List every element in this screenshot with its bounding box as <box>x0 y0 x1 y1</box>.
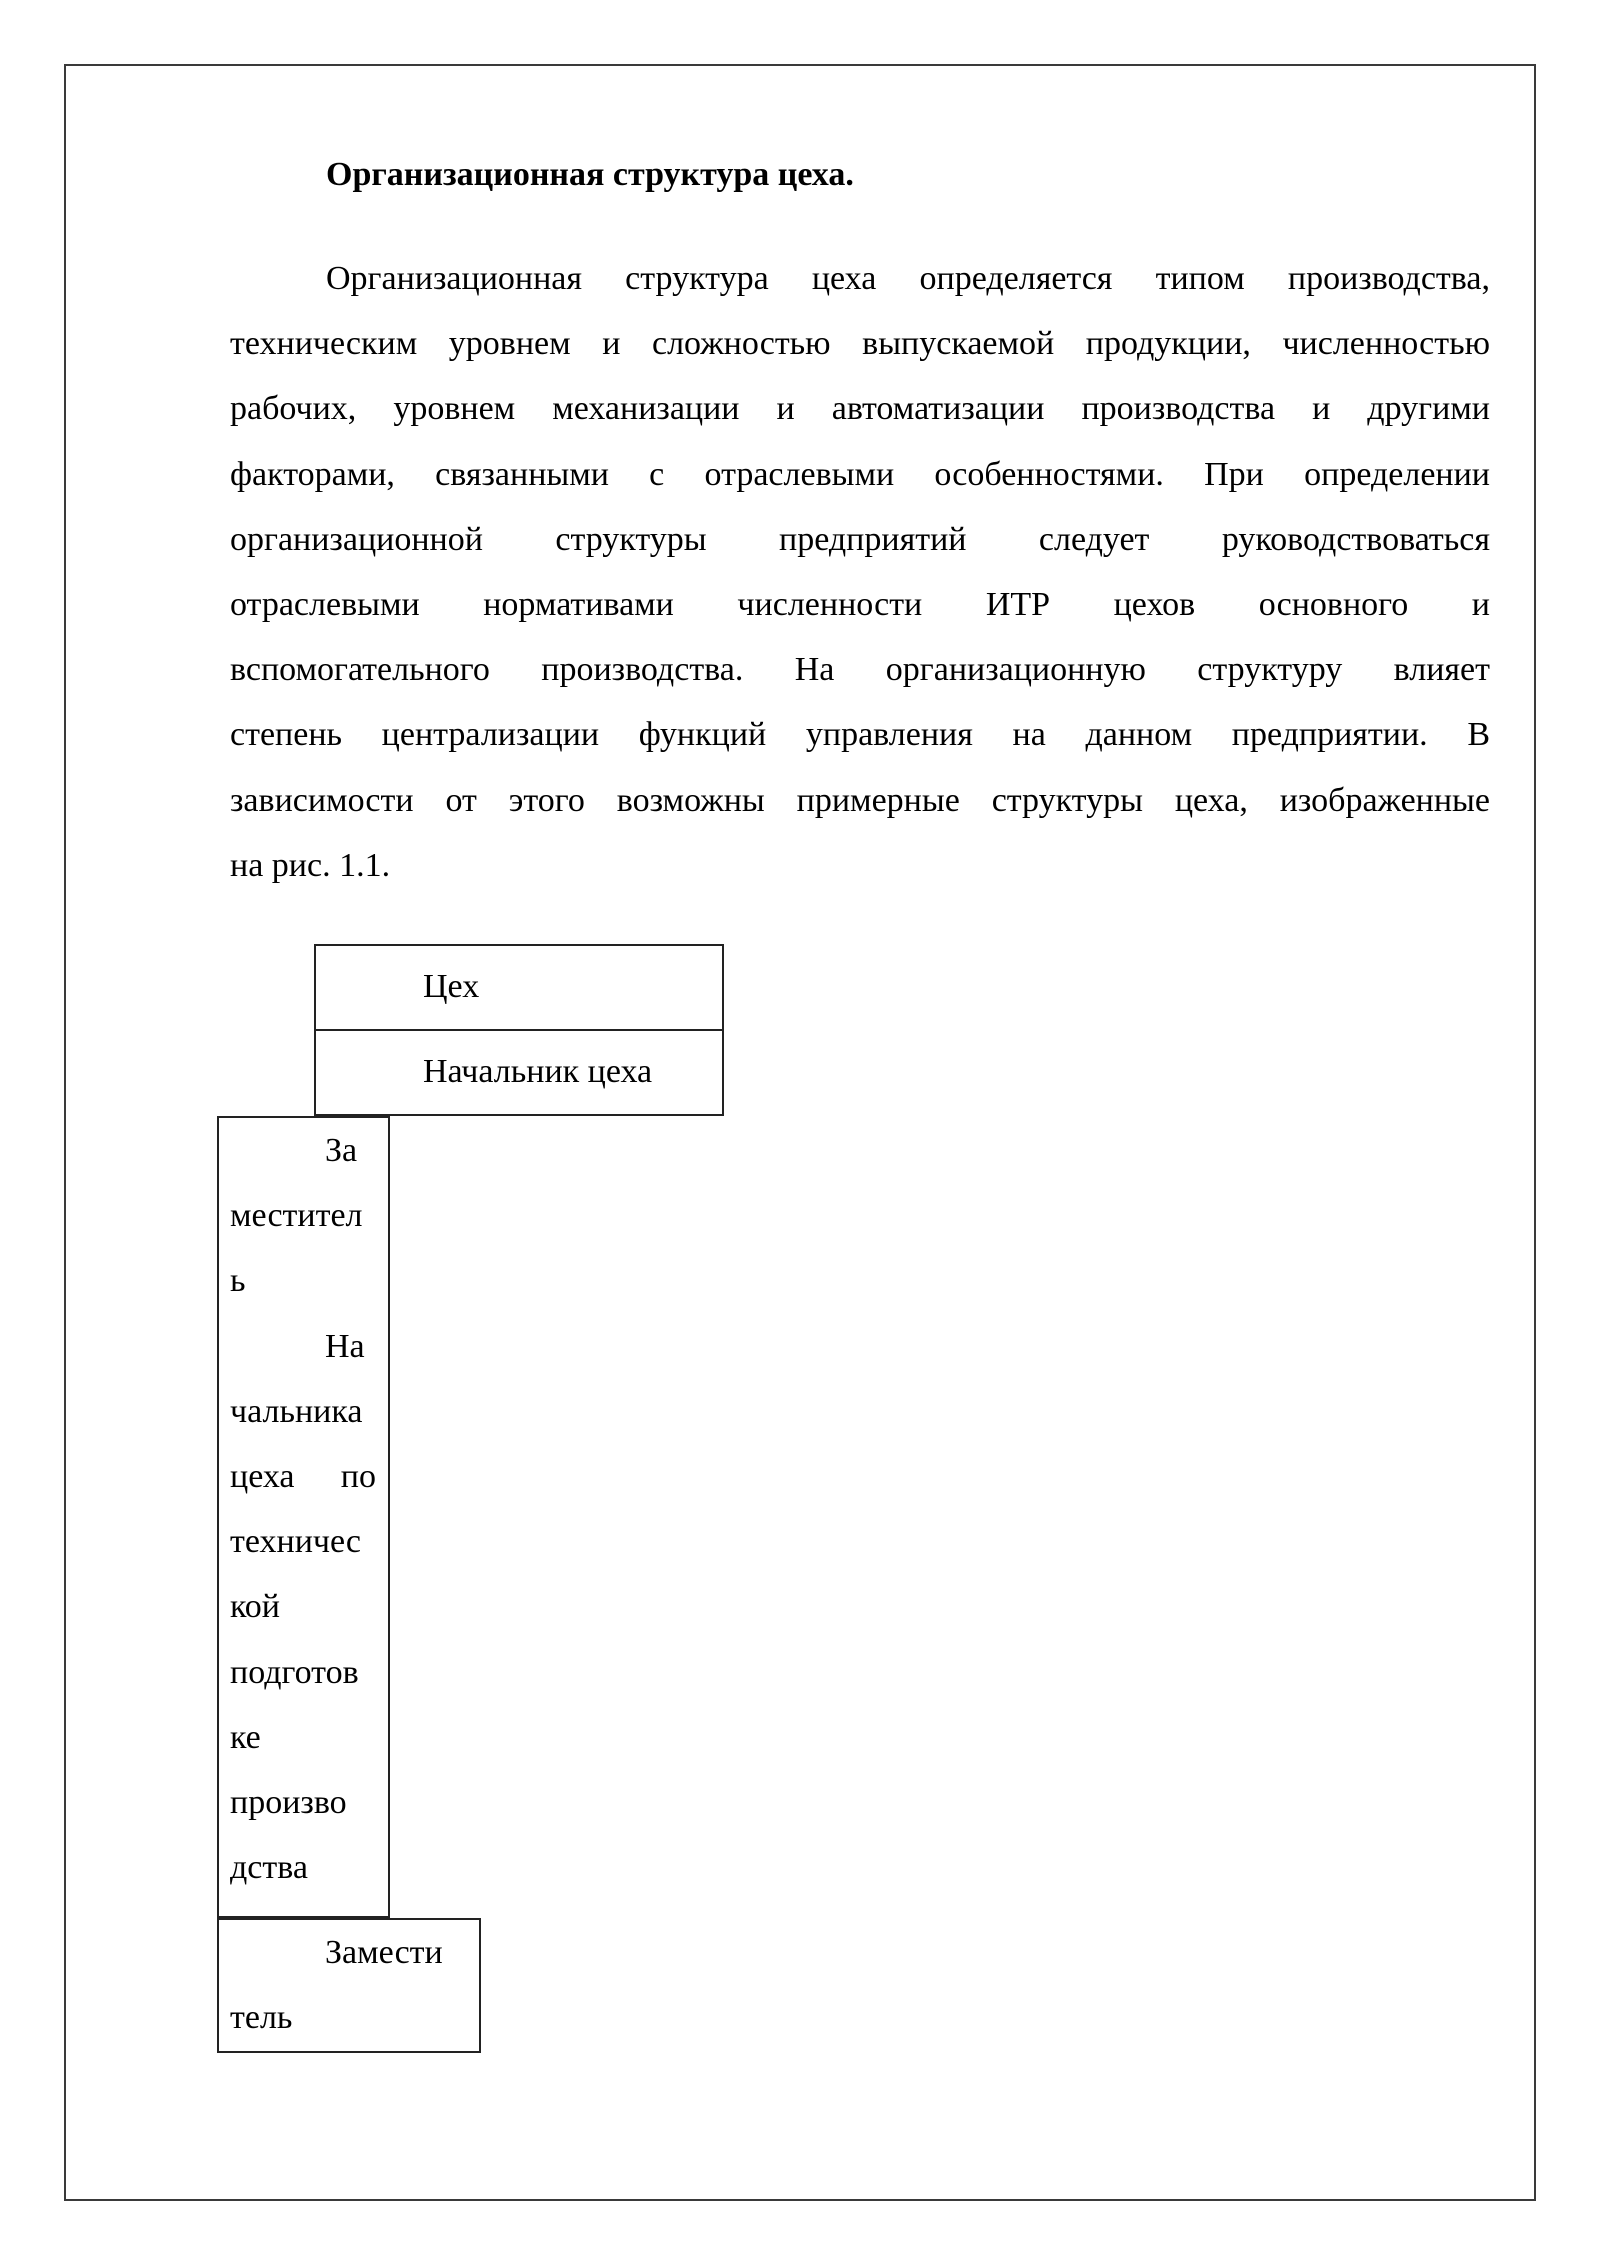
box-label: Цех <box>423 968 480 1005</box>
box-label-line: чальника <box>230 1392 363 1430</box>
paragraph-line: на рис. 1.1. <box>230 846 391 884</box>
diagram-box-workshop <box>314 944 724 1031</box>
paragraph-line: зависимости от этого возможны примерные структуры цеха, изображенные <box>230 781 1490 819</box>
box-label: Начальник цеха <box>423 1053 653 1090</box>
diagram-box-deputy-technical <box>217 1116 390 1918</box>
paragraph-line: вспомогательного производства. На организационную структуру влияет <box>230 651 1490 689</box>
box-label-line: кой <box>230 1588 280 1626</box>
box-label-word: по <box>340 1457 376 1495</box>
paragraph-line: степень централизации функций управления на данном предприятии. В <box>230 716 1490 754</box>
box-label-line: техничес <box>230 1523 362 1561</box>
box-label-line: тель <box>230 1999 293 2037</box>
paragraph-line: Организационная структура цеха определяется типом производства, <box>326 260 1490 297</box>
diagram-box-workshop-head <box>314 1029 724 1116</box>
paragraph-line: техническим уровнем и сложностью выпускаемой продукции, численностью <box>230 325 1490 363</box>
paragraph-line: организационной структуры предприятий следует руководствоваться <box>230 520 1490 558</box>
box-label-line: подготов <box>230 1653 359 1691</box>
box-label-line: На <box>325 1327 365 1365</box>
paragraph-line: рабочих, уровнем механизации и автоматизации производства и другими <box>230 390 1490 428</box>
box-label-line: ь <box>230 1262 246 1300</box>
box-label-line: За <box>325 1132 358 1169</box>
box-label-line <box>219 1444 388 1509</box>
diagram-box-deputy <box>217 1918 481 2053</box>
box-label-line: Замести <box>325 1934 443 1971</box>
box-label-line: дства <box>230 1849 308 1887</box>
body-paragraph <box>230 246 1490 898</box>
section-heading: Организационная структура цеха. <box>326 156 854 193</box>
box-label-line: местител <box>230 1197 363 1235</box>
box-label-line: ке <box>230 1718 261 1756</box>
box-label-word: цеха <box>230 1457 295 1495</box>
paragraph-line: отраслевыми нормативами численности ИТР цехов основного и <box>230 585 1490 623</box>
box-label-line: произво <box>230 1783 347 1821</box>
paragraph-line: факторами, связанными с отраслевыми особенностями. При определении <box>230 455 1490 493</box>
